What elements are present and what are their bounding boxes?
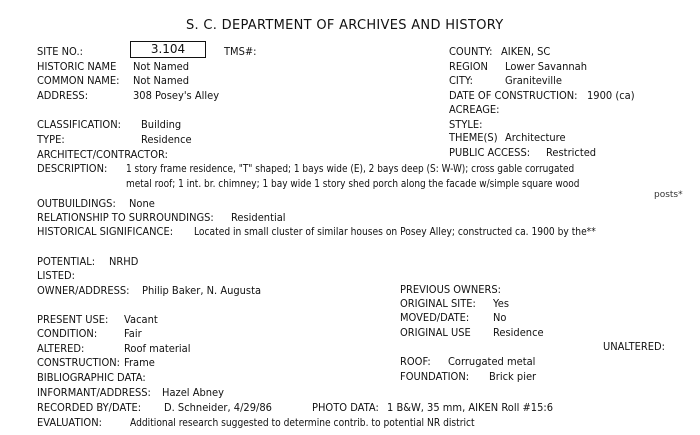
potential-label: POTENTIAL: xyxy=(37,255,96,268)
listed-label: LISTED: xyxy=(37,269,75,282)
description-line-2: metal roof; 1 int. br. chimney; 1 bay wide 1 story shed porch along the facade w/simple square wood xyxy=(126,177,580,190)
site-no-label: SITE NO.: xyxy=(37,45,83,58)
city-label: CITY: xyxy=(449,74,473,87)
historic-name-label: HISTORIC NAME xyxy=(37,60,117,73)
type-value: Residence xyxy=(141,133,192,146)
public-access-label: PUBLIC ACCESS: xyxy=(449,146,531,159)
evaluation-value: Additional research suggested to determine contrib. to potential NR district xyxy=(130,416,475,429)
significance-label: HISTORICAL SIGNIFICANCE: xyxy=(37,225,174,238)
themes-value: Architecture xyxy=(505,131,566,144)
bibliographic-label: BIBLIOGRAPHIC DATA: xyxy=(37,371,146,384)
condition-value: Fair xyxy=(124,327,142,340)
address-label: ADDRESS: xyxy=(37,89,89,102)
date-construction-value: 1900 (ca) xyxy=(587,89,635,102)
roof-label: ROOF: xyxy=(400,355,431,368)
outbuildings-label: OUTBUILDINGS: xyxy=(37,197,116,210)
foundation-value: Brick pier xyxy=(489,370,537,383)
classification-value: Building xyxy=(141,118,182,131)
evaluation-label: EVALUATION: xyxy=(37,416,102,429)
architect-label: ARCHITECT/CONTRACTOR: xyxy=(37,148,168,161)
photo-label: PHOTO DATA: xyxy=(312,401,379,414)
style-label: STYLE: xyxy=(449,118,483,131)
construction-value: Frame xyxy=(124,356,155,369)
roof-value: Corrugated metal xyxy=(448,355,536,368)
owner-value: Philip Baker, N. Augusta xyxy=(142,284,262,297)
unaltered-label: UNALTERED: xyxy=(603,340,665,353)
condition-label: CONDITION: xyxy=(37,327,98,340)
present-use-value: Vacant xyxy=(124,313,158,326)
present-use-label: PRESENT USE: xyxy=(37,313,109,326)
region-label: REGION xyxy=(449,60,488,73)
recorded-label: RECORDED BY/DATE: xyxy=(37,401,142,414)
page-title: S. C. DEPARTMENT OF ARCHIVES AND HISTORY xyxy=(186,18,504,33)
foundation-label: FOUNDATION: xyxy=(400,370,470,383)
moved-value: No xyxy=(493,311,507,324)
common-name-value: Not Named xyxy=(133,74,189,87)
classification-label: CLASSIFICATION: xyxy=(37,118,121,131)
original-site-label: ORIGINAL SITE: xyxy=(400,297,476,310)
region-value: Lower Savannah xyxy=(505,60,587,73)
construction-label: CONSTRUCTION: xyxy=(37,356,120,369)
margin-note: posts* xyxy=(654,190,683,200)
previous-owners-label: PREVIOUS OWNERS: xyxy=(400,283,502,296)
description-line-1: 1 story frame residence, "T" shaped; 1 bays wide (E), 2 bays deep (S: W-W); cross gable corrugated xyxy=(126,162,575,175)
altered-value: Roof material xyxy=(124,342,191,355)
site-no-value: 3.104 xyxy=(150,42,186,56)
potential-value: NRHD xyxy=(109,255,139,268)
relationship-value: Residential xyxy=(231,211,286,224)
acreage-label: ACREAGE: xyxy=(449,103,500,116)
description-label: DESCRIPTION: xyxy=(37,162,108,175)
photo-value: 1 B&W, 35 mm, AIKEN Roll #15:6 xyxy=(387,401,554,414)
informant-label: INFORMANT/ADDRESS: xyxy=(37,386,151,399)
county-label: COUNTY: xyxy=(449,45,493,58)
themes-label: THEME(S) xyxy=(449,131,498,144)
altered-label: ALTERED: xyxy=(37,342,85,355)
original-site-value: Yes xyxy=(493,297,509,310)
date-construction-label: DATE OF CONSTRUCTION: xyxy=(449,89,578,102)
site-no-box xyxy=(130,41,206,58)
common-name-label: COMMON NAME: xyxy=(37,74,120,87)
type-label: TYPE: xyxy=(37,133,65,146)
outbuildings-value: None xyxy=(129,197,155,210)
informant-value: Hazel Abney xyxy=(162,386,224,399)
address-value: 308 Posey's Alley xyxy=(133,89,220,102)
significance-value: Located in small cluster of similar houses on Posey Alley; constructed ca. 1900 by the** xyxy=(194,225,596,238)
tms-label: TMS#: xyxy=(224,45,257,58)
public-access-value: Restricted xyxy=(546,146,597,159)
relationship-label: RELATIONSHIP TO SURROUNDINGS: xyxy=(37,211,214,224)
historic-name-value: Not Named xyxy=(133,60,189,73)
owner-label: OWNER/ADDRESS: xyxy=(37,284,130,297)
original-use-value: Residence xyxy=(493,326,544,339)
moved-label: MOVED/DATE: xyxy=(400,311,470,324)
city-value: Graniteville xyxy=(505,74,563,87)
recorded-value: D. Schneider, 4/29/86 xyxy=(164,401,272,414)
county-value: AIKEN, SC xyxy=(501,45,551,58)
original-use-label: ORIGINAL USE xyxy=(400,326,471,339)
